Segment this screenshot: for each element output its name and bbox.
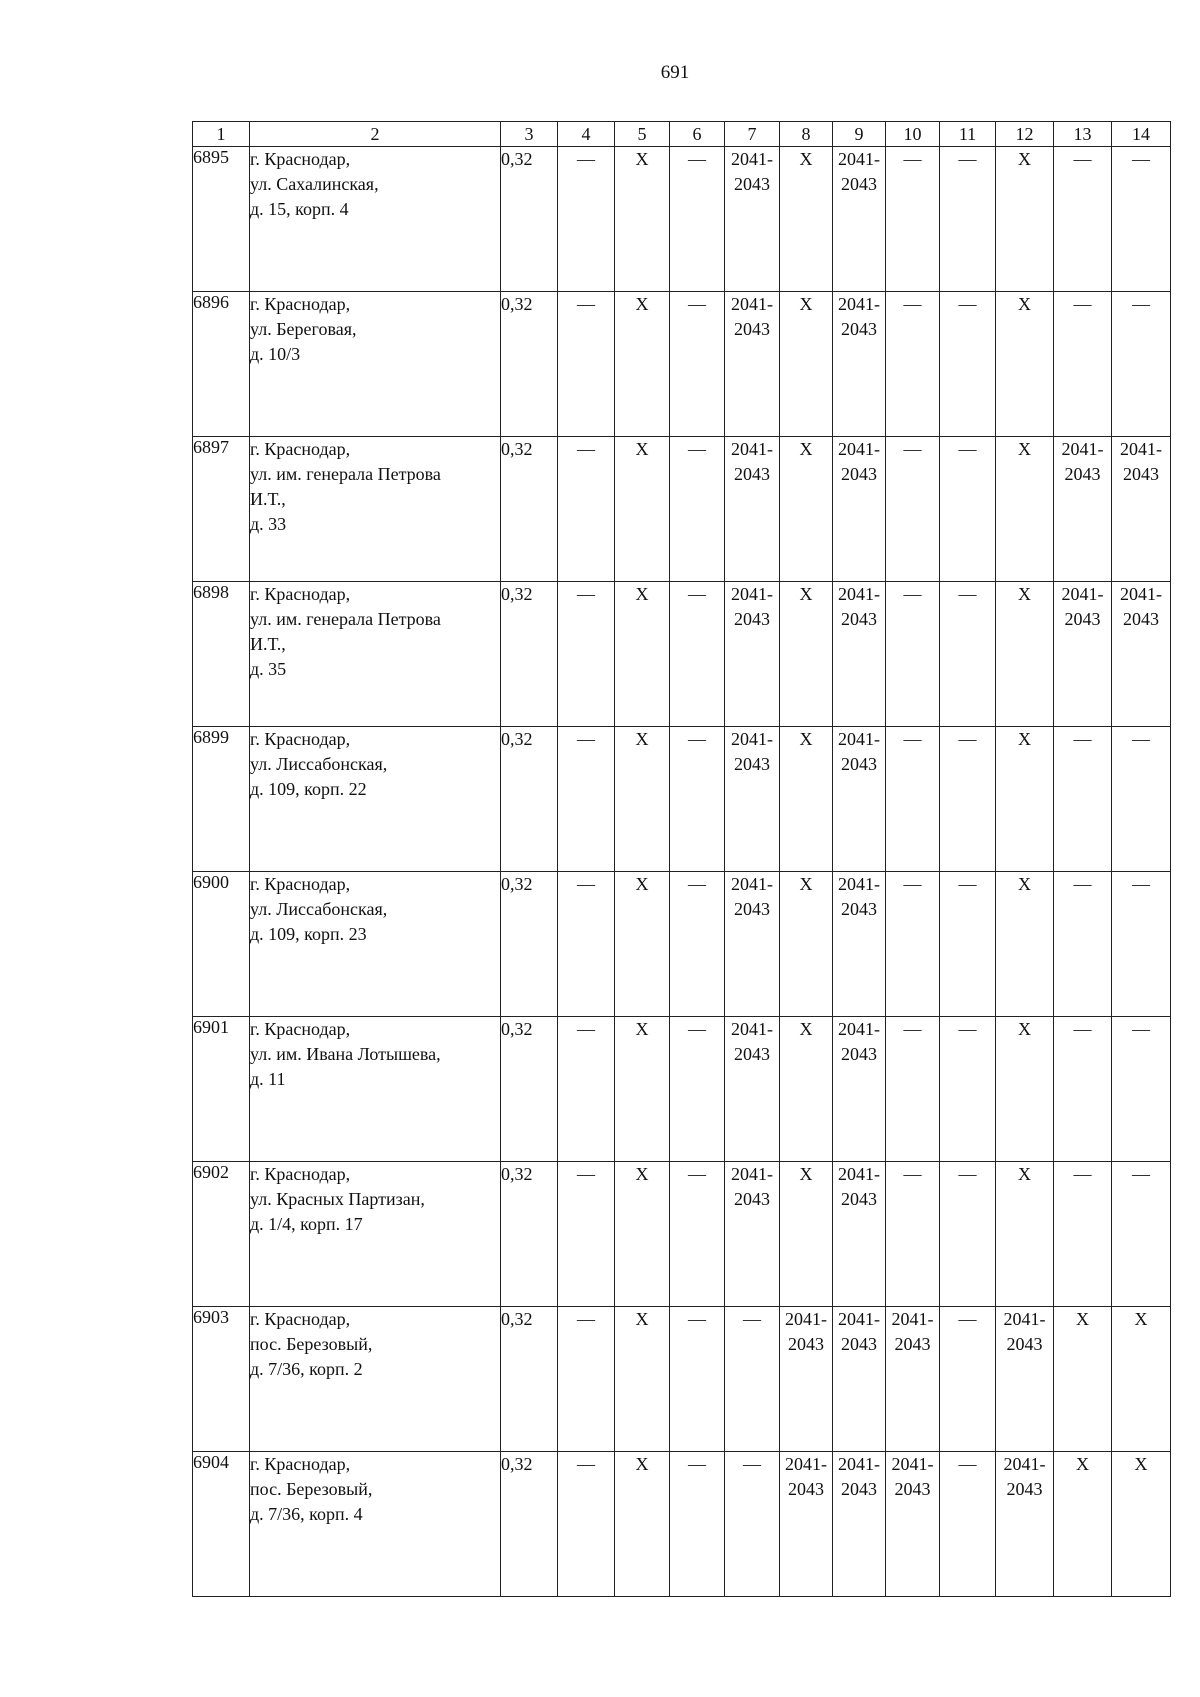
value-cell: — [886,727,940,872]
value-cell: — [558,1307,615,1452]
address-line: г. Краснодар, [250,439,351,459]
row-number: 6895 [193,147,250,292]
address-line: д. 109, корп. 23 [250,924,367,944]
value-cell: Х [780,1017,833,1162]
value-cell: 2041- 2043 [833,872,886,1017]
address-line: д. 11 [250,1069,286,1089]
value-cell: Х [780,147,833,292]
table-row [193,582,1171,727]
value-cell: 0,32 [501,147,558,292]
value-cell: — [670,292,725,437]
value-cell: — [558,292,615,437]
value-cell: 2041- 2043 [725,727,780,872]
table-row [193,727,1171,872]
value-cell: Х [996,1162,1054,1307]
value-cell: 2041- 2043 [1112,582,1171,727]
address-line: пос. Березовый, [250,1479,373,1499]
value-cell: — [1112,1017,1171,1162]
address-line: д. 10/3 [250,344,301,364]
value-cell: — [940,872,996,1017]
value-cell: Х [615,582,670,727]
column-header: 10 [886,122,940,147]
value-cell: — [886,1162,940,1307]
value-cell: 2041- 2043 [725,292,780,437]
value-cell: Х [615,1452,670,1597]
value-cell: 2041- 2043 [886,1452,940,1597]
value-cell: — [1054,727,1112,872]
value-cell: — [940,727,996,872]
address-cell [250,582,501,727]
value-cell: 0,32 [501,437,558,582]
value-cell: — [886,437,940,582]
value-cell: 2041- 2043 [780,1307,833,1452]
value-cell: — [558,582,615,727]
value-cell: — [670,872,725,1017]
address-line: г. Краснодар, [250,1164,351,1184]
value-cell: Х [780,582,833,727]
column-header: 3 [501,122,558,147]
column-header: 2 [250,122,501,147]
value-cell: 2041- 2043 [833,147,886,292]
row-number: 6897 [193,437,250,582]
address-line: г. Краснодар, [250,149,351,169]
value-cell: Х [615,1017,670,1162]
table-row [193,1307,1171,1452]
value-cell: — [940,1017,996,1162]
address-line: ул. Береговая, [250,319,357,339]
value-cell: — [1054,1017,1112,1162]
column-header: 8 [780,122,833,147]
value-cell: Х [1054,1307,1112,1452]
value-cell: Х [996,147,1054,292]
value-cell: 2041- 2043 [780,1452,833,1597]
address-line: ул. им. Ивана Лотышева, [250,1044,441,1064]
table-row [193,292,1171,437]
value-cell: Х [615,437,670,582]
address-line: г. Краснодар, [250,1019,351,1039]
address-line: д. 1/4, корп. 17 [250,1214,363,1234]
address-line: ул. им. генерала Петрова [250,609,441,629]
address-cell [250,1307,501,1452]
value-cell: Х [1112,1307,1171,1452]
value-cell: — [940,1307,996,1452]
address-cell [250,1452,501,1597]
value-cell: — [940,437,996,582]
address-line: д. 33 [250,514,287,534]
address-line: д. 15, корп. 4 [250,199,349,219]
value-cell: 0,32 [501,582,558,727]
address-cell [250,437,501,582]
value-cell: 2041- 2043 [1054,582,1112,727]
value-cell: 2041- 2043 [833,1452,886,1597]
value-cell: 2041- 2043 [725,147,780,292]
value-cell: Х [780,727,833,872]
column-header: 12 [996,122,1054,147]
table-row [193,147,1171,292]
value-cell: — [558,727,615,872]
value-cell: — [670,582,725,727]
value-cell: 2041- 2043 [833,437,886,582]
address-cell [250,1017,501,1162]
value-cell: — [1112,872,1171,1017]
value-cell: Х [996,437,1054,582]
value-cell: — [670,1307,725,1452]
value-cell: Х [996,582,1054,727]
value-cell: 2041- 2043 [833,292,886,437]
row-number: 6901 [193,1017,250,1162]
value-cell: 0,32 [501,1452,558,1597]
row-number: 6896 [193,292,250,437]
value-cell: Х [615,1307,670,1452]
address-line: И.Т., [250,634,286,654]
value-cell: 2041- 2043 [833,582,886,727]
address-line: ул. Сахалинская, [250,174,379,194]
value-cell: 0,32 [501,292,558,437]
value-cell: 2041- 2043 [725,437,780,582]
value-cell: Х [780,872,833,1017]
address-line: г. Краснодар, [250,1454,351,1474]
column-header: 6 [670,122,725,147]
row-number: 6898 [193,582,250,727]
value-cell: — [558,1452,615,1597]
value-cell: — [940,1452,996,1597]
row-number: 6904 [193,1452,250,1597]
table-row [193,437,1171,582]
value-cell: — [558,437,615,582]
row-number: 6902 [193,1162,250,1307]
value-cell: Х [615,872,670,1017]
page-number: 691 [660,62,690,83]
value-cell: — [1112,292,1171,437]
address-line: пос. Березовый, [250,1334,373,1354]
address-line: д. 7/36, корп. 2 [250,1359,363,1379]
row-number: 6899 [193,727,250,872]
register-table [192,121,1171,1597]
address-line: д. 35 [250,659,287,679]
value-cell: Х [780,1162,833,1307]
value-cell: — [670,147,725,292]
value-cell: — [940,582,996,727]
column-header: 13 [1054,122,1112,147]
value-cell: Х [615,727,670,872]
value-cell: — [670,1162,725,1307]
value-cell: 2041- 2043 [1054,437,1112,582]
value-cell: — [558,872,615,1017]
address-line: г. Краснодар, [250,729,351,749]
address-line: г. Краснодар, [250,874,351,894]
address-line: д. 7/36, корп. 4 [250,1504,363,1524]
address-line: И.Т., [250,489,286,509]
value-cell: — [670,727,725,872]
value-cell: — [670,1452,725,1597]
value-cell: 0,32 [501,872,558,1017]
column-header: 7 [725,122,780,147]
column-header: 4 [558,122,615,147]
value-cell: 0,32 [501,1162,558,1307]
address-line: г. Краснодар, [250,584,351,604]
value-cell: Х [996,292,1054,437]
value-cell: Х [615,147,670,292]
value-cell: — [1112,727,1171,872]
table-row [193,1162,1171,1307]
address-line: ул. им. генерала Петрова [250,464,441,484]
address-cell [250,1162,501,1307]
value-cell: — [886,1017,940,1162]
value-cell: — [670,437,725,582]
value-cell: 2041- 2043 [725,872,780,1017]
value-cell: — [1054,872,1112,1017]
value-cell: — [886,582,940,727]
address-line: ул. Лиссабонская, [250,899,388,919]
value-cell: — [1054,1162,1112,1307]
address-cell [250,292,501,437]
value-cell: Х [1112,1452,1171,1597]
value-cell: — [725,1452,780,1597]
address-cell [250,147,501,292]
value-cell: — [1112,147,1171,292]
value-cell: — [558,1017,615,1162]
value-cell: 2041- 2043 [725,582,780,727]
value-cell: — [1054,147,1112,292]
value-cell: Х [996,727,1054,872]
value-cell: 2041- 2043 [833,1017,886,1162]
address-cell [250,727,501,872]
value-cell: 2041- 2043 [886,1307,940,1452]
value-cell: 2041- 2043 [996,1307,1054,1452]
address-line: г. Краснодар, [250,1309,351,1329]
value-cell: 2041- 2043 [725,1017,780,1162]
address-cell [250,872,501,1017]
address-line: г. Краснодар, [250,294,351,314]
value-cell: 0,32 [501,727,558,872]
table-row [193,1452,1171,1597]
column-header: 5 [615,122,670,147]
value-cell: — [1112,1162,1171,1307]
table-row [193,872,1171,1017]
value-cell: Х [996,1017,1054,1162]
value-cell: 2041- 2043 [833,727,886,872]
value-cell: — [886,872,940,1017]
address-line: д. 109, корп. 22 [250,779,367,799]
address-line: ул. Лиссабонская, [250,754,388,774]
value-cell: Х [1054,1452,1112,1597]
column-header: 11 [940,122,996,147]
value-cell: — [940,292,996,437]
value-cell: — [886,147,940,292]
value-cell: — [1054,292,1112,437]
value-cell: Х [996,872,1054,1017]
value-cell: 2041- 2043 [725,1162,780,1307]
header-row [193,122,1171,147]
value-cell: — [940,147,996,292]
value-cell: Х [615,292,670,437]
row-number: 6903 [193,1307,250,1452]
value-cell: — [558,147,615,292]
column-header: 9 [833,122,886,147]
value-cell: — [670,1017,725,1162]
column-header: 14 [1112,122,1171,147]
value-cell: Х [780,292,833,437]
value-cell: 0,32 [501,1017,558,1162]
value-cell: Х [780,437,833,582]
column-header: 1 [193,122,250,147]
value-cell: — [886,292,940,437]
value-cell: — [940,1162,996,1307]
value-cell: 2041- 2043 [996,1452,1054,1597]
row-number: 6900 [193,872,250,1017]
table-row [193,1017,1171,1162]
value-cell: — [558,1162,615,1307]
value-cell: Х [615,1162,670,1307]
value-cell: 2041- 2043 [833,1307,886,1452]
value-cell: 0,32 [501,1307,558,1452]
value-cell: — [725,1307,780,1452]
address-line: ул. Красных Партизан, [250,1189,425,1209]
value-cell: 2041- 2043 [1112,437,1171,582]
value-cell: 2041- 2043 [833,1162,886,1307]
